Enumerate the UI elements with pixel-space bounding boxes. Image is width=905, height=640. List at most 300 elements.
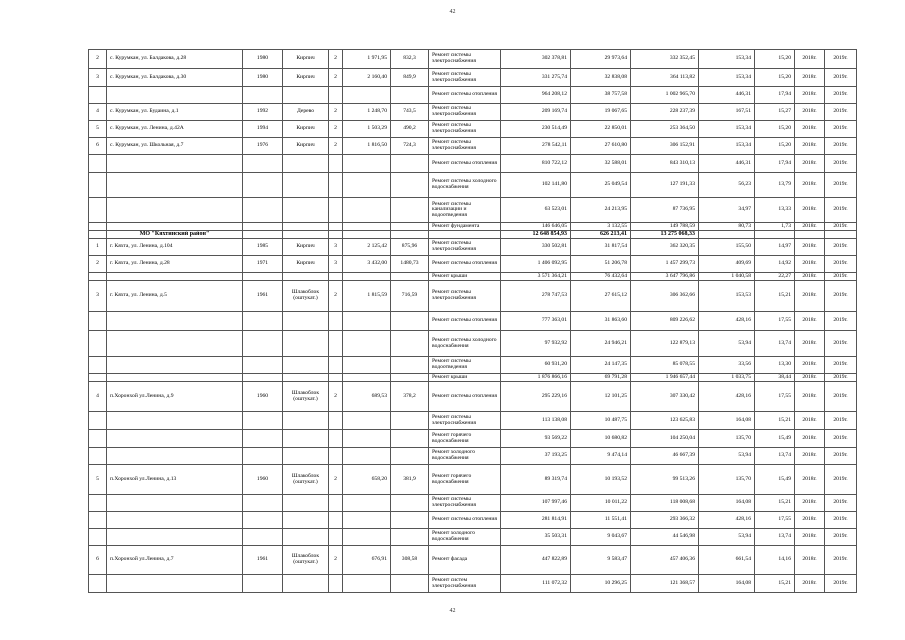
cell-cost-per-sqm: 164,08 [699, 495, 755, 512]
cell-year-built [243, 495, 283, 512]
cell-living-area: 490,2 [391, 121, 429, 138]
cell-cost-total: 332 352,45 [631, 50, 699, 69]
cell-living-area [391, 155, 429, 173]
cell-cost-supervision: 51 206,78 [571, 256, 631, 273]
cell-cost-work: 777 363,01 [501, 312, 571, 331]
cell-cost-per-sqm: 164,08 [699, 412, 755, 430]
cell-living-area [391, 173, 429, 198]
cell-cost-work: 3 571 364,21 [501, 273, 571, 281]
cell-floors [329, 273, 343, 281]
cell-cost-work: 93 569,22 [501, 430, 571, 448]
cell-work-type: Ремонт горячего водоснабжения [429, 430, 501, 448]
cell-end-year: 2019г. [825, 357, 857, 374]
cell-cost-per-sqm: 661,54 [699, 546, 755, 575]
cell-cost-supervision: 10 680,82 [571, 430, 631, 448]
cell-start-year: 2018г. [795, 173, 825, 198]
cell-start-year: 2018г. [795, 256, 825, 273]
cell-row-number: 6 [89, 546, 107, 575]
cell-wall-material [283, 273, 329, 281]
cell-address: с. Курумкан, ул. Будаина, д.1 [107, 104, 243, 121]
cell-cost-total: 3 647 796,86 [631, 273, 699, 281]
cell-start-year: 2018г. [795, 273, 825, 281]
cell-work-type: Ремонт системы электроснабжения [429, 104, 501, 121]
cell-cost-total: 362 320,35 [631, 239, 699, 256]
cell-address [107, 198, 243, 223]
cell-cost-work: 278 747,53 [501, 281, 571, 312]
cell-cost-supervision: 32 588,01 [571, 155, 631, 173]
cell-work-type: Ремонт системы электроснабжения [429, 495, 501, 512]
cell-cost-work: 810 722,12 [501, 155, 571, 173]
cell-living-area [391, 87, 429, 104]
cell-floors [329, 87, 343, 104]
cell-living-area: 716,59 [391, 281, 429, 312]
cell-year-built [243, 512, 283, 529]
cell-cost-per-sqm: 135,70 [699, 465, 755, 495]
table-row [89, 198, 857, 223]
cell-cost-work: 113 138,08 [501, 412, 571, 430]
cell-start-year: 2018г. [795, 412, 825, 430]
cell-cost-supervision: 24 147,35 [571, 357, 631, 374]
cell-year-built: 1994 [243, 121, 283, 138]
cell-end-year: 2019г. [825, 546, 857, 575]
cell-wall-material: Кирпич [283, 138, 329, 155]
cell-cost-total: 99 513,26 [631, 465, 699, 495]
cell-living-area [391, 273, 429, 281]
cell-cost-per-sqm: 53,94 [699, 448, 755, 465]
cell-floors [329, 312, 343, 331]
cell-cost-total: 118 008,68 [631, 495, 699, 512]
page-number-top: 42 [449, 9, 456, 15]
table-row [89, 87, 857, 104]
cell-floors [329, 412, 343, 430]
cell-wall-material [283, 448, 329, 465]
cell-cost-supervision: 38 757,58 [571, 87, 631, 104]
cell-address [107, 512, 243, 529]
cell-cost-per-sqm: 153,53 [699, 281, 755, 312]
cell-cost-per-sqm: 155,50 [699, 239, 755, 256]
cell-cost-per-sqm: 33,56 [699, 357, 755, 374]
cell-address: п.Хоронхой ул.Ленина, д.13 [107, 465, 243, 495]
cell-floors [329, 512, 343, 529]
cell-supervision-per-sqm: 15,49 [755, 465, 795, 495]
cell-end-year [825, 231, 857, 239]
cell-address: с. Курумкан, ул. Балдакова, д.30 [107, 69, 243, 87]
cell-address [107, 575, 243, 593]
cell-supervision-per-sqm: 13,79 [755, 173, 795, 198]
cell-address [107, 357, 243, 374]
cell-work-type: Ремонт крыши [429, 374, 501, 382]
cell-total-area [343, 529, 391, 546]
cell-cost-work: 89 319,74 [501, 465, 571, 495]
cell-row-number [89, 529, 107, 546]
cell-cost-total: 457 406,36 [631, 546, 699, 575]
cell-row-number: 1 [89, 239, 107, 256]
cell-total-area [343, 412, 391, 430]
cell-cost-work: 107 997,46 [501, 495, 571, 512]
cell-address [107, 312, 243, 331]
cell-cost-work: 12 648 854,93 [501, 231, 571, 239]
cell-supervision-per-sqm: 17,94 [755, 87, 795, 104]
cell-address: п.Хоронхой ул.Ленина, д.9 [107, 382, 243, 412]
cell-work-type [429, 231, 501, 239]
cell-cost-total: 809 226,62 [631, 312, 699, 331]
cell-cost-supervision: 32 838,08 [571, 69, 631, 87]
cell-work-type: Ремонт фундамента [429, 223, 501, 231]
table-row [89, 223, 857, 231]
cell-total-area: 1 971,95 [343, 50, 391, 69]
cell-cost-per-sqm: 53,94 [699, 529, 755, 546]
cell-start-year: 2018г. [795, 357, 825, 374]
cell-cost-supervision: 19 067,65 [571, 104, 631, 121]
cell-cost-supervision: 29 973,64 [571, 50, 631, 69]
cell-wall-material: Дерево [283, 104, 329, 121]
cell-wall-material: Шлакоблок (оштукат.) [283, 382, 329, 412]
cell-start-year: 2018г. [795, 104, 825, 121]
cell-floors [329, 223, 343, 231]
cell-total-area [343, 331, 391, 357]
cell-cost-total: 228 237,39 [631, 104, 699, 121]
cell-address [107, 223, 243, 231]
cell-living-area: 308,58 [391, 546, 429, 575]
cell-wall-material: Кирпич [283, 121, 329, 138]
table-row [89, 495, 857, 512]
cell-year-built [243, 448, 283, 465]
cell-floors [329, 231, 343, 239]
cell-year-built: 1960 [243, 382, 283, 412]
cell-total-area [343, 223, 391, 231]
cell-floors: 2 [329, 382, 343, 412]
cell-work-type: Ремонт системы отопления [429, 312, 501, 331]
cell-end-year: 2019г. [825, 575, 857, 593]
cell-living-area: 724,3 [391, 138, 429, 155]
table-row [89, 173, 857, 198]
cell-row-number: 5 [89, 121, 107, 138]
cell-supervision-per-sqm: 15,20 [755, 138, 795, 155]
cell-year-built: 1961 [243, 546, 283, 575]
cell-address [107, 529, 243, 546]
cell-address [107, 448, 243, 465]
cell-cost-work: 281 814,91 [501, 512, 571, 529]
cell-start-year: 2018г. [795, 529, 825, 546]
cell-start-year: 2018г. [795, 138, 825, 155]
cell-end-year: 2019г. [825, 412, 857, 430]
cell-cost-total: 122 879,13 [631, 331, 699, 357]
cell-floors [329, 155, 343, 173]
cell-cost-supervision: 3 132,55 [571, 223, 631, 231]
cell-row-number [89, 495, 107, 512]
table-row [89, 546, 857, 575]
cell-supervision-per-sqm: 1,73 [755, 223, 795, 231]
repair-program-table [88, 49, 857, 593]
cell-total-area [343, 312, 391, 331]
cell-floors: 2 [329, 281, 343, 312]
cell-cost-supervision: 69 791,28 [571, 374, 631, 382]
cell-end-year: 2019г. [825, 155, 857, 173]
table-row [89, 104, 857, 121]
cell-cost-total: 104 250,04 [631, 430, 699, 448]
cell-total-area: 1 815,59 [343, 281, 391, 312]
cell-cost-supervision: 31 863,60 [571, 312, 631, 331]
cell-year-built: 1960 [243, 465, 283, 495]
table-row [89, 512, 857, 529]
cell-work-type: Ремонт системы канализации и водоотведения [429, 198, 501, 223]
cell-cost-per-sqm: 80,73 [699, 223, 755, 231]
cell-start-year: 2018г. [795, 575, 825, 593]
cell-wall-material [283, 223, 329, 231]
cell-address [107, 374, 243, 382]
cell-start-year: 2018г. [795, 465, 825, 495]
cell-cost-total: 306 362,66 [631, 281, 699, 312]
cell-cost-work: 1 406 092,95 [501, 256, 571, 273]
cell-end-year: 2019г. [825, 87, 857, 104]
cell-supervision-per-sqm: 15,21 [755, 575, 795, 593]
cell-end-year: 2019г. [825, 529, 857, 546]
cell-cost-total: 46 667,39 [631, 448, 699, 465]
cell-cost-work: 1 876 866,16 [501, 374, 571, 382]
cell-row-number: 2 [89, 50, 107, 69]
table-row [89, 256, 857, 273]
cell-total-area: 658,20 [343, 465, 391, 495]
cell-year-built [243, 198, 283, 223]
cell-cost-total: 1 002 965,70 [631, 87, 699, 104]
cell-total-area [343, 575, 391, 593]
cell-year-built [243, 430, 283, 448]
cell-total-area: 3 432,00 [343, 256, 391, 273]
cell-wall-material: Кирпич [283, 50, 329, 69]
cell-total-area: 1 503,29 [343, 121, 391, 138]
cell-total-area [343, 357, 391, 374]
cell-cost-per-sqm: 56,23 [699, 173, 755, 198]
cell-total-area [343, 374, 391, 382]
cell-row-number [89, 198, 107, 223]
cell-address [107, 155, 243, 173]
cell-floors [329, 173, 343, 198]
cell-cost-work: 209 169,74 [501, 104, 571, 121]
cell-wall-material [283, 495, 329, 512]
cell-cost-per-sqm: 53,94 [699, 331, 755, 357]
cell-address: п.Хоронхой ул.Ленина, д.7 [107, 546, 243, 575]
cell-work-type: Ремонт фасада [429, 546, 501, 575]
cell-start-year: 2018г. [795, 198, 825, 223]
cell-row-number [89, 273, 107, 281]
cell-address: с. Курумкан, ул. Школьная, д.7 [107, 138, 243, 155]
cell-cost-total: 149 788,59 [631, 223, 699, 231]
cell-work-type: Ремонт холодного водоснабжения [429, 529, 501, 546]
table-row [89, 312, 857, 331]
cell-floors [329, 430, 343, 448]
cell-floors: 2 [329, 465, 343, 495]
cell-address: г. Кяхта, ул. Ленина, д.104 [107, 239, 243, 256]
cell-year-built [243, 357, 283, 374]
cell-row-number [89, 512, 107, 529]
cell-wall-material [283, 412, 329, 430]
cell-year-built [243, 273, 283, 281]
cell-wall-material [283, 155, 329, 173]
cell-floors [329, 529, 343, 546]
cell-floors: 2 [329, 104, 343, 121]
cell-floors: 3 [329, 239, 343, 256]
cell-start-year: 2018г. [795, 448, 825, 465]
cell-supervision-per-sqm: 15,27 [755, 104, 795, 121]
cell-floors [329, 198, 343, 223]
cell-year-built [243, 155, 283, 173]
cell-wall-material [283, 231, 329, 239]
cell-end-year: 2019г. [825, 239, 857, 256]
cell-end-year: 2019г. [825, 430, 857, 448]
cell-cost-total: 306 152,91 [631, 138, 699, 155]
cell-cost-work: 278 542,11 [501, 138, 571, 155]
table-row [89, 374, 857, 382]
cell-living-area [391, 374, 429, 382]
cell-living-area [391, 412, 429, 430]
cell-cost-total: 253 364,50 [631, 121, 699, 138]
cell-supervision-per-sqm: 13,74 [755, 331, 795, 357]
cell-floors: 2 [329, 69, 343, 87]
cell-supervision-per-sqm: 13,30 [755, 357, 795, 374]
cell-cost-per-sqm: 153,34 [699, 138, 755, 155]
cell-cost-supervision: 76 432,64 [571, 273, 631, 281]
table-row [89, 448, 857, 465]
cell-end-year: 2019г. [825, 69, 857, 87]
cell-wall-material [283, 430, 329, 448]
cell-wall-material [283, 575, 329, 593]
cell-start-year: 2018г. [795, 382, 825, 412]
cell-work-type: Ремонт системы электроснабжения [429, 69, 501, 87]
cell-cost-supervision: 24 213,95 [571, 198, 631, 223]
cell-total-area: 1 248,70 [343, 104, 391, 121]
cell-wall-material [283, 312, 329, 331]
cell-end-year: 2019г. [825, 121, 857, 138]
cell-supervision-per-sqm: 22,27 [755, 273, 795, 281]
cell-row-number: 2 [89, 256, 107, 273]
cell-cost-supervision: 25 049,54 [571, 173, 631, 198]
cell-cost-per-sqm: 409,69 [699, 256, 755, 273]
cell-cost-supervision: 27 610,80 [571, 138, 631, 155]
cell-end-year: 2019г. [825, 448, 857, 465]
cell-cost-work: 330 502,81 [501, 239, 571, 256]
cell-start-year: 2018г. [795, 512, 825, 529]
cell-year-built [243, 223, 283, 231]
cell-floors [329, 448, 343, 465]
cell-year-built: 1971 [243, 256, 283, 273]
cell-cost-supervision: 11 551,41 [571, 512, 631, 529]
cell-total-area [343, 231, 391, 239]
cell-row-number [89, 430, 107, 448]
cell-living-area: 743,5 [391, 104, 429, 121]
cell-living-area [391, 331, 429, 357]
cell-wall-material: Кирпич [283, 256, 329, 273]
cell-year-built [243, 575, 283, 593]
cell-wall-material [283, 331, 329, 357]
cell-end-year: 2019г. [825, 223, 857, 231]
cell-end-year: 2019г. [825, 173, 857, 198]
cell-living-area [391, 430, 429, 448]
cell-supervision-per-sqm: 38,44 [755, 374, 795, 382]
cell-living-area [391, 529, 429, 546]
cell-supervision-per-sqm: 14,97 [755, 239, 795, 256]
cell-cost-supervision: 9 043,67 [571, 529, 631, 546]
cell-start-year: 2018г. [795, 121, 825, 138]
table-row [89, 69, 857, 87]
table-row [89, 382, 857, 412]
cell-cost-total: 87 736,95 [631, 198, 699, 223]
cell-work-type: Ремонт системы электроснабжения [429, 239, 501, 256]
cell-row-number: 3 [89, 69, 107, 87]
cell-cost-work: 37 193,25 [501, 448, 571, 465]
cell-supervision-per-sqm: 15,20 [755, 121, 795, 138]
cell-cost-work: 964 208,12 [501, 87, 571, 104]
cell-end-year: 2019г. [825, 465, 857, 495]
cell-row-number: 4 [89, 382, 107, 412]
cell-address [107, 173, 243, 198]
cell-cost-total: 127 191,33 [631, 173, 699, 198]
cell-supervision-per-sqm [755, 231, 795, 239]
cell-living-area: 378,2 [391, 382, 429, 412]
cell-wall-material: Шлакоблок (оштукат.) [283, 281, 329, 312]
cell-cost-supervision: 10 487,75 [571, 412, 631, 430]
cell-supervision-per-sqm: 13,33 [755, 198, 795, 223]
cell-work-type: Ремонт системы электроснабжения [429, 138, 501, 155]
cell-cost-per-sqm: 446,31 [699, 155, 755, 173]
cell-start-year [795, 231, 825, 239]
cell-wall-material: Кирпич [283, 239, 329, 256]
cell-living-area: 832,3 [391, 50, 429, 69]
cell-wall-material: Кирпич [283, 69, 329, 87]
cell-end-year: 2019г. [825, 198, 857, 223]
cell-floors: 3 [329, 256, 343, 273]
cell-year-built: 1980 [243, 69, 283, 87]
cell-wall-material [283, 357, 329, 374]
district-summary-row [89, 231, 857, 239]
cell-cost-work: 331 275,74 [501, 69, 571, 87]
cell-cost-total: 364 113,82 [631, 69, 699, 87]
table-row [89, 529, 857, 546]
cell-end-year: 2019г. [825, 104, 857, 121]
cell-total-area: 1 816,50 [343, 138, 391, 155]
cell-work-type: Ремонт горячего водоснабжения [429, 465, 501, 495]
cell-total-area [343, 87, 391, 104]
cell-end-year: 2019г. [825, 512, 857, 529]
cell-living-area [391, 448, 429, 465]
cell-year-built [243, 312, 283, 331]
table-row [89, 430, 857, 448]
cell-supervision-per-sqm: 13,74 [755, 529, 795, 546]
cell-wall-material [283, 198, 329, 223]
cell-cost-supervision: 9 474,14 [571, 448, 631, 465]
cell-row-number: 6 [89, 138, 107, 155]
cell-row-number: 4 [89, 104, 107, 121]
cell-cost-work: 97 932,92 [501, 331, 571, 357]
cell-cost-work: 111 072,32 [501, 575, 571, 593]
cell-cost-per-sqm: 167,51 [699, 104, 755, 121]
cell-row-number [89, 412, 107, 430]
cell-supervision-per-sqm: 15,20 [755, 50, 795, 69]
cell-address [107, 87, 243, 104]
cell-start-year: 2018г. [795, 87, 825, 104]
cell-cost-work: 146 646,05 [501, 223, 571, 231]
cell-wall-material: Шлакоблок (оштукат.) [283, 546, 329, 575]
cell-work-type: Ремонт системы электроснабжения [429, 281, 501, 312]
cell-wall-material [283, 512, 329, 529]
cell-cost-total: 13 275 068,33 [631, 231, 699, 239]
cell-address [107, 412, 243, 430]
cell-living-area [391, 198, 429, 223]
cell-row-number [89, 231, 107, 239]
cell-work-type: Ремонт системы холодного водоснабжения [429, 173, 501, 198]
cell-cost-total: 1 457 299,73 [631, 256, 699, 273]
cell-total-area [343, 198, 391, 223]
cell-row-number [89, 223, 107, 231]
